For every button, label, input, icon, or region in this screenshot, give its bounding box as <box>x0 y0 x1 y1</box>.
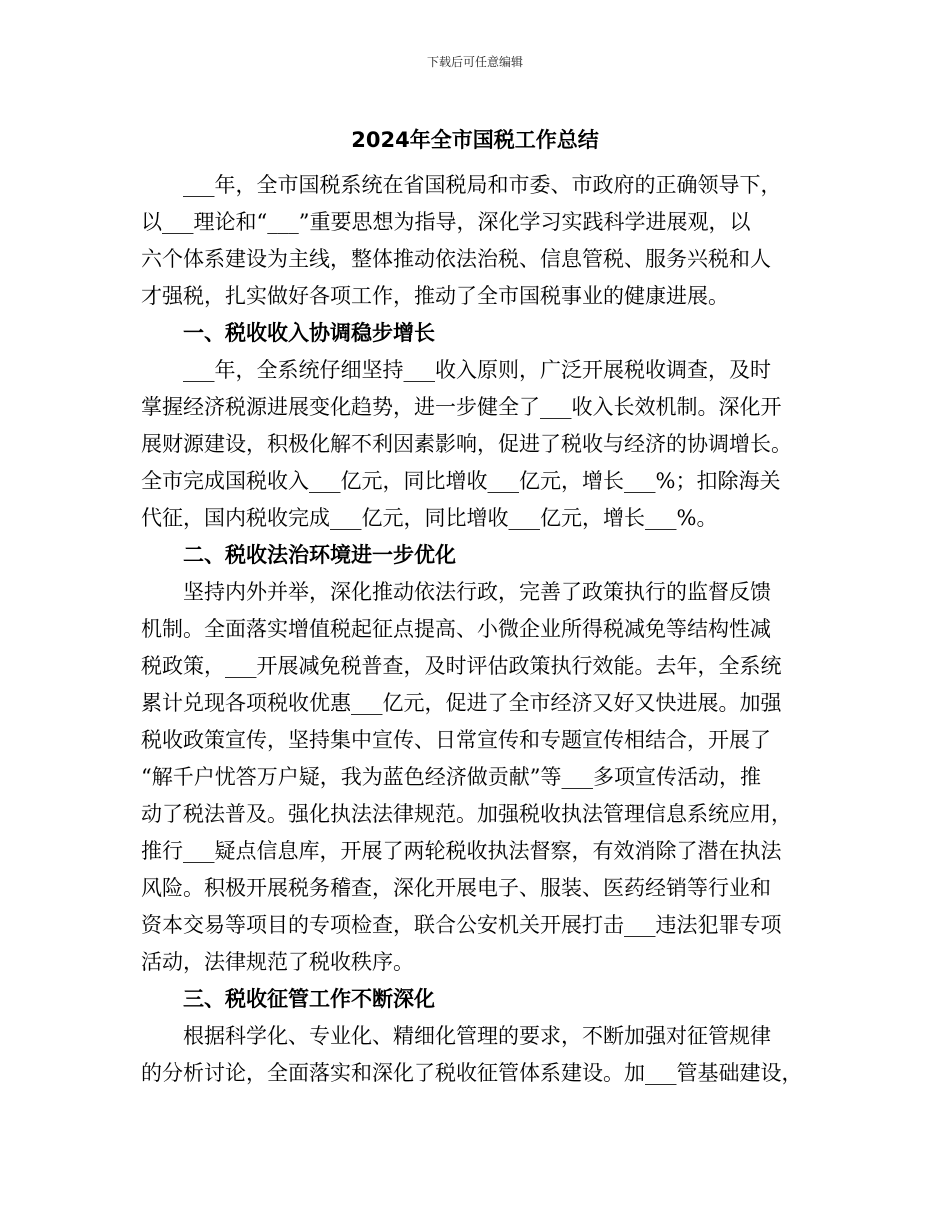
body-line: 展财源建设，积极化解不利因素影响，促进了税收与经济的协调增长。 <box>141 432 792 456</box>
section-heading-3: 三、税收征管工作不断深化 <box>141 987 435 1011</box>
body-line: 才强税，扎实做好各项工作，推动了全市国税事业的健康进展。 <box>141 284 729 308</box>
body-line: 累计兑现各项税收优惠___亿元，促进了全市经济又好又快进展。加强 <box>141 691 782 715</box>
body-line: 全市完成国税收入___亿元，同比增收___亿元，增长___%；扣除海关 <box>141 469 781 493</box>
body-line: ___年，全系统仔细坚持___收入原则，广泛开展税收调查，及时 <box>141 358 771 382</box>
body-line: 坚持内外并举，深化推动依法行政，完善了政策执行的监督反馈 <box>141 580 771 604</box>
page-header-note: 下载后可任意编辑 <box>426 55 523 69</box>
body-line: 根据科学化、专业化、精细化管理的要求，不断加强对征管规律 <box>141 1024 771 1048</box>
body-line: 的分析讨论，全面落实和深化了税收征管体系建设。加___管基础建设， <box>141 1061 803 1085</box>
body-line: 代征，国内税收完成___亿元，同比增收___亿元，增长___%。 <box>141 506 718 530</box>
body-line: 六个体系建设为主线，整体推动依法治税、信息管税、服务兴税和人 <box>141 247 771 271</box>
body-line: 机制。全面落实增值税起征点提高、小微企业所得税减免等结构性减 <box>141 617 771 641</box>
document-title: 2024年全市国税工作总结 <box>351 128 599 152</box>
body-line: 活动，法律规范了税收秩序。 <box>141 950 414 974</box>
body-line: 税政策，___开展减免税普查，及时评估政策执行效能。去年，全系统 <box>141 654 782 678</box>
body-line: 资本交易等项目的专项检查，联合公安机关开展打击___违法犯罪专项 <box>141 913 782 937</box>
section-heading-1: 一、税收收入协调稳步增长 <box>141 321 435 345</box>
section-heading-2: 二、税收法治环境进一步优化 <box>141 543 456 567</box>
body-line: 税收政策宣传，坚持集中宣传、日常宣传和专题宣传相结合，开展了 <box>141 728 771 752</box>
body-line: 动了税法普及。强化执法法律规范。加强税收执法管理信息系统应用， <box>141 802 792 826</box>
body-line: 推行___疑点信息库，开展了两轮税收执法督察，有效消除了潜在执法 <box>141 839 782 863</box>
body-line: “解千户忧答万户疑，我为蓝色经济做贡献”等___多项宣传活动，推 <box>141 765 761 789</box>
body-line: 以___理论和“___”重要思想为指导，深化学习实践科学进展观，以 <box>141 210 751 234</box>
body-line: 风险。积极开展税务稽查，深化开展电子、服装、医药经销等行业和 <box>141 876 771 900</box>
document-body <box>141 167 821 1092</box>
body-line: ___年，全市国税系统在省国税局和市委、市政府的正确领导下， <box>141 173 782 197</box>
body-line: 掌握经济税源进展变化趋势，进一步健全了___收入长效机制。深化开 <box>141 395 782 419</box>
